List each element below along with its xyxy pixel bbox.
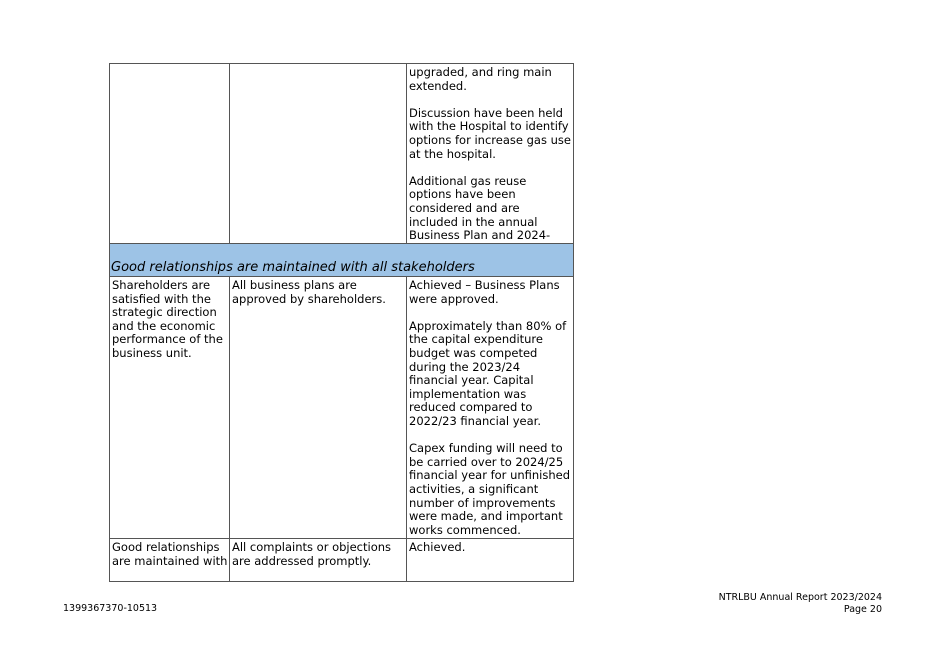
row3-col1-cell: Good relationships are maintained with bbox=[109, 538, 230, 582]
row2-col3-cell: Achieved – Business Plans were approved. Approximately than 80% of the capital expenditure budget was competed during the 2023/24 financial year. Capital implementation was reduced compared to 2022/23 financial year. Capex funding will need to be carried over to 2024/25 financial year for unfinished activities, a significant number of improvements were made, and important works commenced. bbox=[406, 276, 574, 539]
row3-col3-cell: Achieved. bbox=[406, 538, 574, 582]
row2-col1-cell: Shareholders are satisfied with the strategic direction and the economic performance of the business unit. bbox=[109, 276, 230, 539]
objectives-table bbox=[109, 63, 574, 582]
row1-col2-cell bbox=[229, 63, 407, 244]
page-footer bbox=[719, 592, 882, 616]
section-heading: Good relationships are maintained with all stakeholders bbox=[109, 243, 574, 277]
row2-col2-cell: All business plans are approved by shareholders. bbox=[229, 276, 407, 539]
row1-col1-cell bbox=[109, 63, 230, 244]
document-id: 1399367370-10513 bbox=[63, 603, 158, 614]
row3-col2-cell: All complaints or objections are addressed promptly. bbox=[229, 538, 407, 582]
report-title: NTRLBU Annual Report 2023/2024 bbox=[718, 592, 882, 603]
page-number: Page 20 bbox=[843, 604, 882, 615]
row1-col3-cell: upgraded, and ring main extended. Discussion have been held with the Hospital to identify options for increase gas use at the hospital. Additional gas reuse options have been considered and are included in the annual Business Plan and 2024- bbox=[406, 63, 574, 244]
